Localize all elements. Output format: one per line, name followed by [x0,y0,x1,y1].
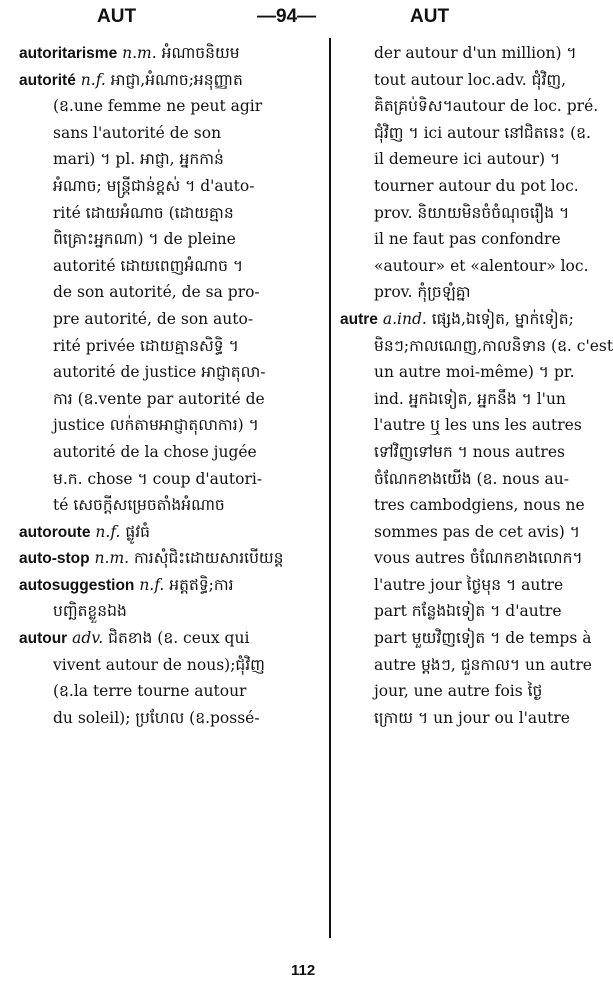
dictionary-text-line [340,386,582,413]
headword: autoroute [19,523,91,541]
entry-text: គិតគ្រប់ទិស។autour de loc. pré. [374,97,599,116]
dictionary-text-line [19,678,301,705]
dictionary-entry-line [19,519,301,546]
dictionary-text-line [340,572,582,599]
entry-text: ជុំវិញ ។ ici autour នៅជិតនេះ (ឧ. [374,123,591,142]
headword: autoritarisme [19,45,118,62]
entry-text: sommes pas de cet avis) ។ [374,522,580,541]
entry-text: បញ្ឆិតខ្លួនឯង [53,602,127,621]
dictionary-text-line [340,652,592,679]
dictionary-text-line [340,67,582,94]
part-of-speech: n.f. [139,575,165,594]
entry-text: អត្តឥទ្ធិ;ការ [169,575,234,594]
part-of-speech: n.m. [122,44,157,62]
dictionary-text-line [340,120,591,147]
dictionary-text-line [19,173,301,200]
entry-text: il demeure ici autour) ។ [374,150,561,169]
entry-text: pre autorité, de son auto- [53,309,254,328]
dictionary-text-line [19,333,301,360]
entry-text: «autour» et «alentour» loc. [374,256,589,275]
entry-text: ផ្លូវធំ [125,522,150,541]
entry-text: tourner autour du pot loc. [374,176,579,195]
entry-text: rité ដោយអំណាច (ដោយគ្មាន [53,203,234,222]
dictionary-text-line [19,306,301,333]
column-divider [329,38,331,938]
dictionary-entry-line [19,67,301,94]
entry-text: l'autre jour ថ្ងៃមុន ។ autre [374,575,564,594]
entry-text: vous autres ចំណែកខាងលោក។ [374,549,583,568]
part-of-speech: adv. [72,629,104,648]
entry-text: part មួយវិញទៀត ។ de temps à [374,629,592,648]
dictionary-text-line [19,439,301,466]
dictionary-text-line [19,652,301,679]
entry-text: ការសុំជិះដោយសារបើយន្ត [134,549,284,568]
dictionary-text-line [340,359,582,386]
dictionary-text-line [19,146,301,173]
headword: autosuggestion [19,576,135,594]
entry-text: អាជ្ញា,អំណាច;អនុញ្ញាត [110,70,243,89]
left-guide-word: AUT [97,6,137,27]
entry-text: justice លក់តាមអាជ្ញាតុលាការ) ។ [53,416,259,435]
entry-text: មិនៗ;កាលណេញ,កាលនិទាន (ឧ. c'est [374,336,613,355]
headword: auto-stop [19,550,90,568]
dictionary-text-line [340,678,582,705]
entry-text: un autre moi-même) ។ pr. [374,363,575,382]
entry-text: il ne faut pas confondre [374,230,561,249]
entry-text: autorité ដោយពេញអំណាច ។ [53,256,244,275]
right-column [340,40,613,731]
entry-text: tout autour loc.adv. ជុំវិញ, [374,70,567,89]
dictionary-text-line [19,253,301,280]
dictionary-text-line [340,40,582,67]
dictionary-text-line [340,226,582,253]
dictionary-text-line [340,279,582,306]
entry-text: (ឧ.la terre tourne autour [53,682,247,701]
entry-text: l'autre ឬ les uns les autres [374,416,582,435]
dictionary-text-line [19,598,301,625]
entry-text: ផ្សេង,ឯទៀត, ម្នាក់ទៀត; [431,309,574,328]
entry-text: de son autorité, de sa pro- [53,283,260,302]
entry-text: rité privée ដោយគ្មានសិទ្ធិ ។ [53,336,239,355]
dictionary-entry-line [19,545,301,572]
dictionary-text-line [19,279,301,306]
entry-text: autre ម្ដងៗ, ជួនកាល។ un autre [374,655,592,674]
left-column [19,40,301,731]
dictionary-text-line [19,412,301,439]
part-of-speech: n.f. [95,522,121,541]
dictionary-text-line [340,412,582,439]
entry-text: ទៅវិញទៅមក ។ nous autres [374,442,565,461]
headword: autre [340,310,378,328]
part-of-speech: n.f. [80,70,106,89]
dictionary-entry-line [340,306,582,333]
right-guide-word: AUT [410,6,450,27]
entry-text: ក្រោយ ។ un jour ou l'autre [374,708,570,727]
entry-text: der autour d'un million) ។ [374,44,577,62]
entry-text: ចំណែកខាងយើង (ឧ. nous au- [374,469,569,488]
entry-text: sans l'autorité de son [53,123,222,142]
page-number-header: —94— [257,6,317,27]
dictionary-text-line [340,492,585,519]
headword: autorité [19,71,76,89]
entry-text: ind. អ្នកឯទៀត, អ្នកនឹង ។ l'un [374,389,566,408]
dictionary-text-line [340,333,613,360]
dictionary-text-line [340,625,592,652]
entry-text: mari) ។ pl. អាជ្ញា, អ្នកកាន់ [53,150,224,169]
dictionary-text-line [340,439,582,466]
dictionary-text-line [340,173,582,200]
entry-text: tres cambodgiens, nous ne [374,496,585,515]
part-of-speech: n.m. [94,549,130,568]
entry-text: jour, une autre fois ថ្ងៃ [374,682,543,701]
entry-text: (ឧ.une femme ne peut agir [53,97,263,116]
dictionary-text-line [19,386,301,413]
page-number-footer: 112 [291,962,316,979]
dictionary-text-line [340,146,582,173]
dictionary-text-line [19,466,301,493]
dictionary-text-line [19,705,301,732]
dictionary-entry-line [19,572,301,599]
entry-text: autorité de la chose jugée [53,442,257,461]
dictionary-text-line [340,253,589,280]
entry-text: prov. កុំច្រឡំគ្នា [374,283,471,302]
dictionary-text-line [19,93,301,120]
dictionary-text-line [340,466,582,493]
entry-text: ម.ក. chose ។ coup d'autori- [53,469,263,488]
dictionary-text-line [340,598,582,625]
entry-text: du soleil); ប្រហែល (ឧ.possé- [53,708,260,727]
dictionary-entry-line [19,40,301,67]
entry-text: ពិគ្រោះអ្នកណា) ។ de pleine [53,230,236,249]
entry-text: prov. និយាយមិនចំចំណុចរឿង ។ [374,203,570,222]
entry-text: ការ (ឧ.vente par autorité de [53,389,265,408]
dictionary-text-line [340,200,582,227]
entry-text: អំណាចនិយម [161,44,240,62]
dictionary-text-line [340,705,582,732]
dictionary-text-line [19,492,301,519]
entry-text: ជិតខាង (ឧ. ceux qui [108,629,250,648]
part-of-speech: a.ind. [382,309,427,328]
entry-text: part កន្លែងឯទៀត ។ d'autre [374,602,562,621]
headword: autour [19,630,68,648]
entry-text: té សេចក្ដីសម្រេចតាំងអំណាច [53,496,225,515]
dictionary-text-line [19,120,301,147]
dictionary-text-line [19,200,301,227]
dictionary-text-line [340,93,599,120]
dictionary-text-line [19,226,301,253]
dictionary-text-line [19,359,301,386]
entry-text: vivent autour de nous);ជុំវិញ [53,655,265,674]
entry-text: អំណាច; មន្ត្រីជាន់ខ្ពស់ ។ d'auto- [53,176,255,195]
dictionary-entry-line [19,625,301,652]
dictionary-text-line [340,545,582,572]
dictionary-text-line [340,519,582,546]
entry-text: autorité de justice អាជ្ញាតុលា- [53,363,266,382]
